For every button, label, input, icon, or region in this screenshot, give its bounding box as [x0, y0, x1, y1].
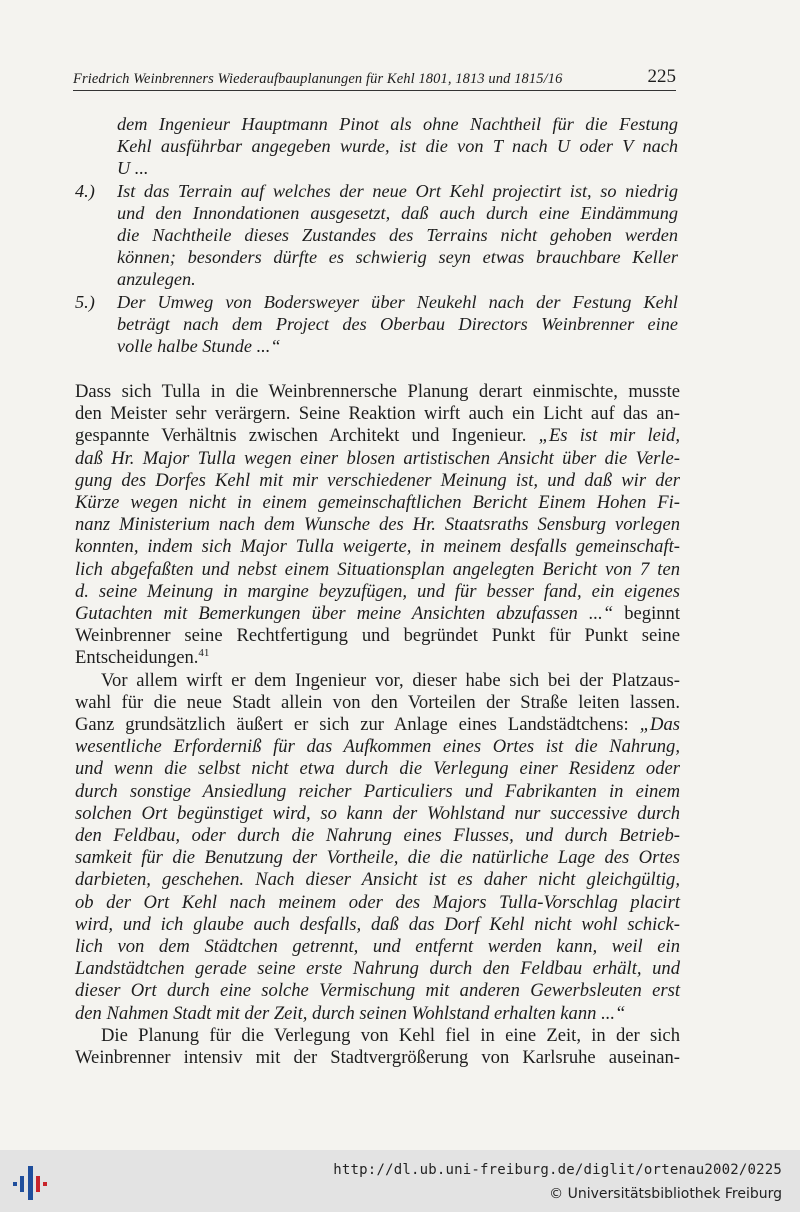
ub-freiburg-logo-icon	[10, 1160, 52, 1202]
list-item-number: 4.)	[75, 180, 95, 201]
quote-line: daß Hr. Major Tulla wegen einer blosen artistischen Ansicht über die Verle-	[75, 447, 680, 469]
text-line: Dass sich Tulla in die Weinbrennersche Planung derart einmischte, musste	[75, 381, 680, 402]
quote-line: Kürze wegen nicht in einem gemeinschaftlichen Bericht Einem Hohen Fi-	[75, 492, 680, 514]
header-title: Friedrich Weinbrenners Wiederaufbauplanungen für Kehl 1801, 1813 und 1815/16	[73, 71, 563, 87]
quote-line: Ist das Terrain auf welches der neue Ort Kehl projectirt ist, so niedrig	[117, 180, 678, 201]
quote-line: anzulegen.	[117, 269, 196, 290]
copyright-notice: © Universitätsbibliothek Freiburg	[549, 1186, 782, 1202]
quote-line: Kehl ausführbar angegeben wurde, ist die von T nach U oder V nach	[117, 136, 678, 157]
text-line: Die Planung für die Verlegung von Kehl fiel in eine Zeit, in der sich	[101, 1024, 680, 1046]
paragraph	[75, 670, 680, 1025]
quote-line: samkeit für die Benutzung der Vortheile, die die natürliche Lage des Ortes	[75, 847, 680, 869]
quote-line: nanz Ministerium nach dem Wunsche des Hr. Staatsraths Sensburg vorlegen	[75, 514, 680, 536]
quote-run: „Das	[639, 714, 680, 736]
text-run: beginnt	[613, 603, 680, 625]
quote-line: ob der Ort Kehl nach meinem oder des Majors Tulla-Vorschlag placirt	[75, 891, 680, 913]
quote-line: den Nahmen Stadt mit der Zeit, durch seinen Wohlstand erhalten kann ...“	[75, 1002, 626, 1024]
viewer-footer	[0, 1150, 800, 1212]
quote-line: Der Umweg von Bodersweyer über Neukehl nach der Festung Kehl	[117, 291, 678, 312]
page-number: 225	[647, 66, 676, 87]
source-url-link[interactable]: http://dl.ub.uni-freiburg.de/diglit/ortenau2002/0225	[333, 1162, 782, 1178]
quote-line: den Feldbau, oder durch die Nahrung eines Flusses, und durch Betrieb-	[75, 825, 680, 847]
text-line: wahl für die neue Stadt allein von den Vorteilen der Straße leiten lassen.	[75, 691, 680, 713]
quoted-list	[75, 113, 678, 357]
list-item-number: 5.)	[75, 291, 95, 312]
paragraph	[75, 1025, 680, 1069]
quote-line: konnten, indem sich Major Tulla weigerte, in meinem desfalls gemeinschaft-	[75, 536, 680, 558]
quote-line: durch sonstige Ansiedlung reicher Particuliers und Fabrikanten in einem	[75, 780, 680, 802]
quote-line: beträgt nach dem Project des Oberbau Directors Weinbrenner eine	[117, 313, 678, 334]
quote-line: Landstädtchen gerade seine erste Nahrung durch den Feldbau erhält, und	[75, 958, 680, 980]
running-header	[73, 66, 676, 91]
quote-line: darbieten, geschehen. Nach dieser Ansicht ist es daher nicht gleichgültig,	[75, 869, 680, 891]
text-line	[75, 647, 680, 669]
quote-line: volle halbe Stunde ...“	[117, 336, 281, 357]
quote-line: und den Innondationen ausgesetzt, daß auch durch eine Eindämmung	[117, 202, 678, 223]
text-run: gespannte Verhältnis zwischen Architekt und Ingenieur.	[75, 425, 539, 447]
body-text	[75, 381, 680, 1069]
quote-line: lich von dem Städtchen getrennt, und entfernt werden kann, weil ein	[75, 936, 680, 958]
quote-line: wesentliche Erforderniß für das Aufkommen eines Ortes ist die Nahrung,	[75, 736, 680, 758]
quote-run: Gutachten mit Bemerkungen über meine Ansichten abzufassen ...“	[75, 603, 614, 625]
quote-line: d. seine Meinung in margine beyzufügen, und für besser fand, ein eigenes	[75, 580, 680, 602]
footnote-ref: 41	[198, 647, 210, 660]
text-line	[75, 714, 680, 736]
quote-line: dem Ingenieur Hauptmann Pinot als ohne Nachtheil für die Festung	[117, 114, 678, 134]
quote-line: wird, und ich glaube auch desfalls, daß das Dorf Kehl nicht wohl schick-	[75, 913, 680, 935]
quote-line: solchen Ort begünstiget wird, so kann der Wohlstand nur successive durch	[75, 802, 680, 824]
text-run: Entscheidungen.	[75, 647, 199, 669]
quote-line: lich abgefaßten und nebst einem Situationsplan angelegten Bericht von 7 ten	[75, 558, 680, 580]
quote-intro	[75, 113, 678, 180]
text-line: Vor allem wirft er dem Ingenieur vor, dieser habe sich bei der Platzaus-	[101, 669, 680, 691]
text-line	[75, 603, 680, 625]
text-run: Ganz grundsätzlich äußert er sich zur Anlage eines Landstädtchens:	[75, 714, 640, 736]
quote-line: und wenn die selbst nicht etwa durch die Verlegung einer Residenz oder	[75, 758, 680, 780]
text-line: den Meister sehr verärgern. Seine Reaktion wirft auch ein Licht auf das an-	[75, 403, 680, 425]
text-line	[75, 425, 680, 447]
text-line: Weinbrenner seine Rechtfertigung und begründet Punkt für Punkt seine	[75, 625, 680, 647]
quote-line: U ...	[117, 158, 149, 179]
paragraph	[75, 381, 680, 670]
list-item	[75, 291, 678, 358]
quote-line: können; besonders dürfte es schwierig seyn etwas brauchbare Keller	[117, 247, 678, 268]
quote-run: „Es ist mir leid,	[538, 425, 681, 447]
text-line: Weinbrenner intensiv mit der Stadtvergrößerung von Karlsruhe auseinan-	[75, 1047, 680, 1069]
quote-line: dieser Ort durch eine solche Vermischung mit anderen Gewerbsleuten erst	[75, 980, 680, 1002]
quote-line: die Nachtheile dieses Zustandes des Terrains nicht gehoben werden	[117, 225, 678, 246]
quote-line: gung des Dorfes Kehl mit mir verschiedener Meinung ist, und daß wir der	[75, 469, 680, 491]
list-item	[75, 180, 678, 291]
